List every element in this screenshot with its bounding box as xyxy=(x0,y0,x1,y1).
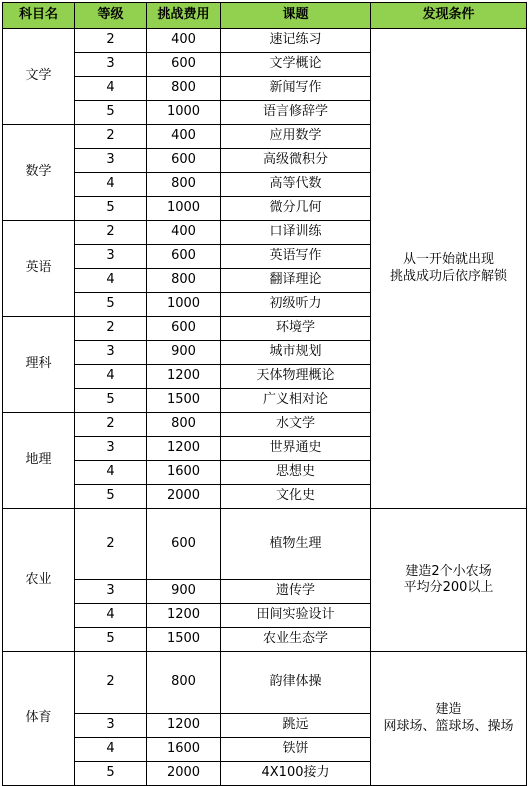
course-cell: 植物生理 xyxy=(221,509,371,580)
level-cell: 5 xyxy=(75,197,147,221)
course-cell: 口译训练 xyxy=(221,221,371,245)
course-cell: 遗传学 xyxy=(221,580,371,604)
condition-cell: 建造 网球场、篮球场、操场 xyxy=(371,652,527,786)
level-cell: 2 xyxy=(75,317,147,341)
cost-cell: 800 xyxy=(147,173,221,197)
level-cell: 4 xyxy=(75,77,147,101)
cost-cell: 1200 xyxy=(147,365,221,389)
course-cell: 环境学 xyxy=(221,317,371,341)
level-cell: 2 xyxy=(75,221,147,245)
course-cell: 文学概论 xyxy=(221,53,371,77)
level-cell: 3 xyxy=(75,437,147,461)
cost-cell: 600 xyxy=(147,245,221,269)
subject-cell: 文学 xyxy=(3,29,75,125)
course-cell: 农业生态学 xyxy=(221,628,371,652)
level-cell: 5 xyxy=(75,389,147,413)
level-cell: 4 xyxy=(75,173,147,197)
cost-cell: 400 xyxy=(147,221,221,245)
level-cell: 5 xyxy=(75,628,147,652)
course-cell: 田间实验设计 xyxy=(221,604,371,628)
course-cell: 天体物理概论 xyxy=(221,365,371,389)
level-cell: 2 xyxy=(75,509,147,580)
level-cell: 5 xyxy=(75,293,147,317)
course-cell: 英语写作 xyxy=(221,245,371,269)
subject-cell: 地理 xyxy=(3,413,75,509)
level-cell: 3 xyxy=(75,53,147,77)
course-cell: 4X100接力 xyxy=(221,762,371,786)
header-subject: 科目名 xyxy=(3,3,75,29)
cost-cell: 1200 xyxy=(147,604,221,628)
header-course: 课题 xyxy=(221,3,371,29)
cost-cell: 1000 xyxy=(147,293,221,317)
level-cell: 4 xyxy=(75,604,147,628)
header-cost: 挑战费用 xyxy=(147,3,221,29)
cost-cell: 900 xyxy=(147,580,221,604)
level-cell: 3 xyxy=(75,714,147,738)
course-cell: 微分几何 xyxy=(221,197,371,221)
subject-cell: 农业 xyxy=(3,509,75,652)
cost-cell: 2000 xyxy=(147,485,221,509)
course-cell: 高等代数 xyxy=(221,173,371,197)
level-cell: 4 xyxy=(75,461,147,485)
level-cell: 2 xyxy=(75,413,147,437)
subject-cell: 数学 xyxy=(3,125,75,221)
cost-cell: 1000 xyxy=(147,197,221,221)
cost-cell: 2000 xyxy=(147,762,221,786)
course-cell: 城市规划 xyxy=(221,341,371,365)
condition-cell: 建造2个小农场 平均分200以上 xyxy=(371,509,527,652)
course-cell: 翻译理论 xyxy=(221,269,371,293)
cost-cell: 600 xyxy=(147,149,221,173)
cost-cell: 1600 xyxy=(147,738,221,762)
subject-cell: 英语 xyxy=(3,221,75,317)
course-cell: 韵律体操 xyxy=(221,652,371,714)
cost-cell: 800 xyxy=(147,652,221,714)
table-row xyxy=(3,509,527,580)
course-cell: 初级听力 xyxy=(221,293,371,317)
course-cell: 世界通史 xyxy=(221,437,371,461)
level-cell: 2 xyxy=(75,125,147,149)
level-cell: 5 xyxy=(75,101,147,125)
level-cell: 3 xyxy=(75,149,147,173)
cost-cell: 900 xyxy=(147,341,221,365)
cost-cell: 1500 xyxy=(147,389,221,413)
subject-cell: 体育 xyxy=(3,652,75,786)
table-row xyxy=(3,29,527,53)
course-table xyxy=(2,2,527,786)
cost-cell: 1200 xyxy=(147,437,221,461)
cost-cell: 600 xyxy=(147,509,221,580)
cost-cell: 800 xyxy=(147,77,221,101)
course-cell: 应用数学 xyxy=(221,125,371,149)
level-cell: 5 xyxy=(75,485,147,509)
level-cell: 3 xyxy=(75,580,147,604)
course-cell: 高级微积分 xyxy=(221,149,371,173)
cost-cell: 1600 xyxy=(147,461,221,485)
level-cell: 3 xyxy=(75,245,147,269)
level-cell: 5 xyxy=(75,762,147,786)
course-cell: 语言修辞学 xyxy=(221,101,371,125)
cost-cell: 1000 xyxy=(147,101,221,125)
level-cell: 4 xyxy=(75,365,147,389)
condition-cell: 从一开始就出现 挑战成功后依序解锁 xyxy=(371,29,527,509)
header-row xyxy=(3,3,527,29)
course-cell: 铁饼 xyxy=(221,738,371,762)
level-cell: 2 xyxy=(75,29,147,53)
course-cell: 水文学 xyxy=(221,413,371,437)
course-cell: 新闻写作 xyxy=(221,77,371,101)
level-cell: 2 xyxy=(75,652,147,714)
subject-cell: 理科 xyxy=(3,317,75,413)
cost-cell: 400 xyxy=(147,29,221,53)
cost-cell: 400 xyxy=(147,125,221,149)
course-cell: 广义相对论 xyxy=(221,389,371,413)
level-cell: 4 xyxy=(75,738,147,762)
cost-cell: 600 xyxy=(147,53,221,77)
cost-cell: 600 xyxy=(147,317,221,341)
header-condition: 发现条件 xyxy=(371,3,527,29)
cost-cell: 800 xyxy=(147,413,221,437)
level-cell: 3 xyxy=(75,341,147,365)
course-cell: 思想史 xyxy=(221,461,371,485)
course-cell: 跳远 xyxy=(221,714,371,738)
cost-cell: 1200 xyxy=(147,714,221,738)
cost-cell: 1500 xyxy=(147,628,221,652)
table-row xyxy=(3,652,527,714)
level-cell: 4 xyxy=(75,269,147,293)
header-level: 等级 xyxy=(75,3,147,29)
cost-cell: 800 xyxy=(147,269,221,293)
course-cell: 文化史 xyxy=(221,485,371,509)
course-cell: 速记练习 xyxy=(221,29,371,53)
